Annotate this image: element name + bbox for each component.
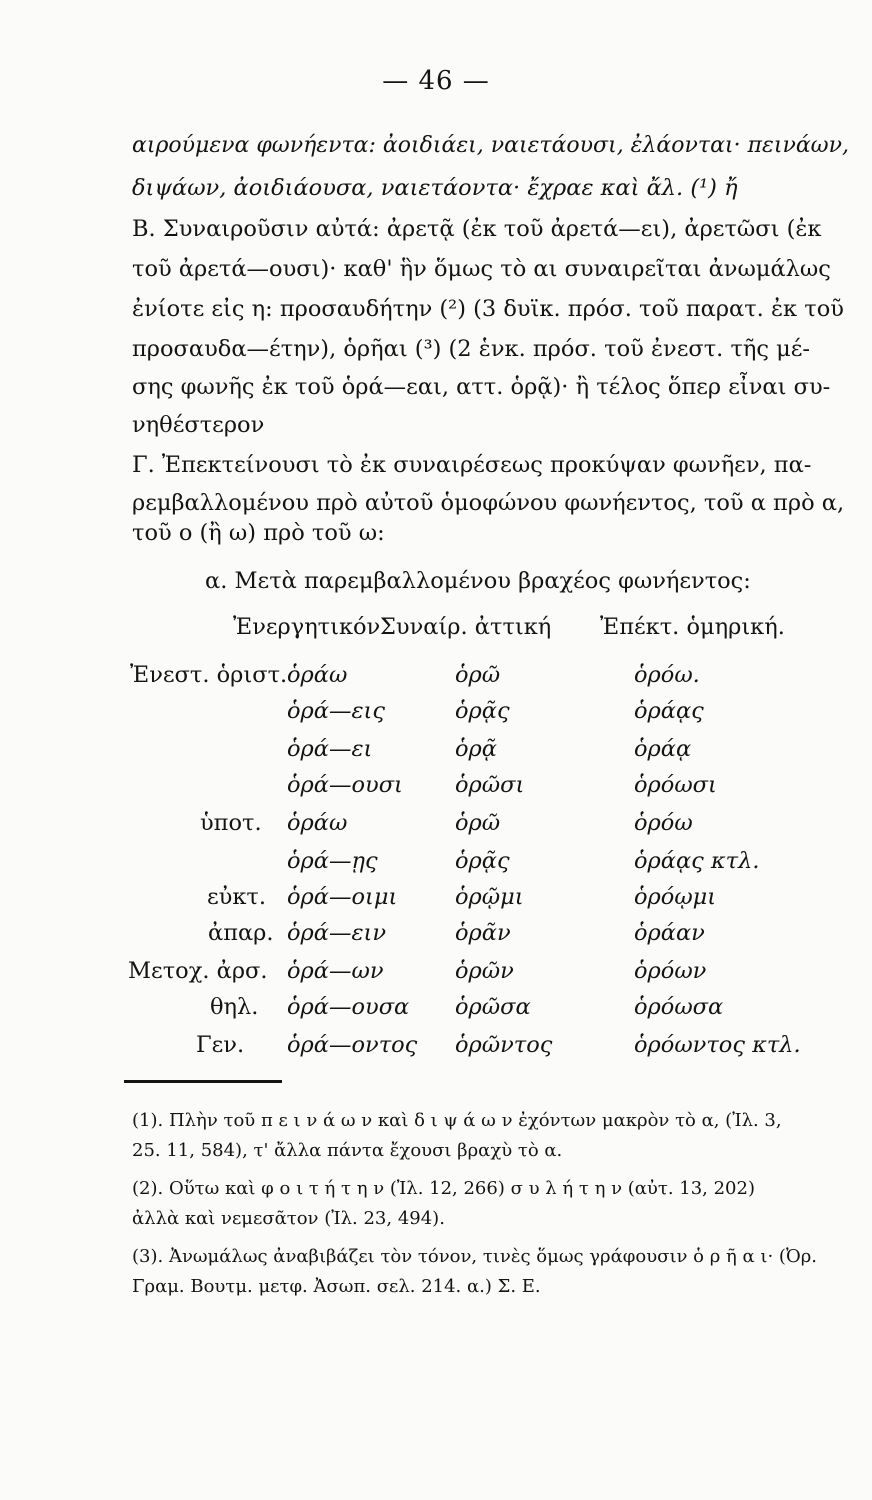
text-line: ρεμβαλλομένου πρὸ αὐτοῦ ὁμοφώνου φωνήεντος, τοῦ α πρὸ α, xyxy=(132,490,845,516)
text-line: B. Συναιροῦσιν αὐτά: ἀρετᾷ (ἐκ τοῦ ἀρετά—ει), ἀρετῶσι (ἐκ xyxy=(132,216,822,242)
footnote-rule xyxy=(124,1080,282,1083)
homeric-form: ὁρόῳμι xyxy=(634,884,717,910)
row-label: εὐκτ. xyxy=(207,884,266,910)
active-form: ὁρά—ουσα xyxy=(287,994,410,1020)
text-line: σης φωνῆς ἐκ τοῦ ὁρά—εαι, αττ. ὁρᾷ)· ἢ τέλος ὅπερ εἶναι συ- xyxy=(132,374,831,400)
footnote-line: 25. 11, 584), τ' ἄλλα πάντα ἔχουσι βραχὺ τὸ α. xyxy=(132,1140,563,1161)
row-label: ὑποτ. xyxy=(200,810,262,836)
active-form: ὁρά—οντος xyxy=(287,1032,418,1058)
active-form: ὁρά—ων xyxy=(287,958,384,984)
attic-form: ὁρῶ xyxy=(455,810,501,836)
homeric-form: ὁράᾳς κτλ. xyxy=(634,848,760,874)
attic-form: ὁρῶν xyxy=(455,958,514,984)
homeric-form: ὁρόωντος κτλ. xyxy=(634,1032,801,1058)
text-line: τοῦ ο (ἢ ω) πρὸ τοῦ ω: xyxy=(132,520,385,546)
active-form: ὁρά—οιμι xyxy=(287,884,398,910)
attic-form: ὁρᾷς xyxy=(455,848,510,874)
homeric-form: ὁρόωσα xyxy=(634,994,724,1020)
table-header: Ἐπέκτ. ὁμηρική. xyxy=(600,614,785,640)
homeric-form: ὁρόων xyxy=(634,958,707,984)
homeric-form: ὁρόω. xyxy=(634,662,700,688)
active-form: ὁρά—ειν xyxy=(287,920,387,946)
active-form: ὁρά—ουσι xyxy=(287,772,403,798)
active-form: ὁρά—εις xyxy=(287,698,385,724)
active-form: ὁράω xyxy=(287,810,348,836)
attic-form: ὁρᾶν xyxy=(455,920,511,946)
text-line: ἐνίοτε εἰς η: προσαυδήτην (²) (3 δυϊκ. πρόσ. τοῦ παρατ. ἐκ τοῦ xyxy=(132,296,844,322)
active-form: ὁρά—ει xyxy=(287,736,373,762)
text-line: προσαυδα—έτην), ὁρῆαι (³) (2 ἑνκ. πρόσ. τοῦ ἐνεστ. τῆς μέ- xyxy=(132,336,811,362)
text-line: τοῦ ἀρετά—ουσι)· καθ' ἣν ὅμως τὸ αι συναιρεῖται ἀνωμάλως xyxy=(132,256,831,282)
row-label: Μετοχ. ἀρσ. xyxy=(128,958,268,984)
table-header: Συναίρ. ἀττική xyxy=(380,614,552,640)
homeric-form: ὁράᾳς xyxy=(634,698,704,724)
homeric-form: ὁρόωσι xyxy=(634,772,717,798)
footnote-line: (2). Οὕτω καὶ φ ο ι τ ή τ η ν (Ἰλ. 12, 266) σ υ λ ή τ η ν (αὐτ. 13, 202) xyxy=(132,1178,755,1199)
page-number: — 46 — xyxy=(382,66,490,96)
footnote-line: ἀλλὰ καὶ νεμεσᾶτον (Ἰλ. 23, 494). xyxy=(132,1208,445,1229)
row-label: Γεν. xyxy=(196,1032,245,1058)
table-header: Ἐνεργητικόν xyxy=(233,614,381,640)
active-form: ὁράω xyxy=(287,662,348,688)
footnote-line: (1). Πλὴν τοῦ π ε ι ν ά ω ν καὶ δ ι ψ ά ω ν ἐχόντων μακρὸν τὸ α, (Ἰλ. 3, xyxy=(132,1110,782,1131)
homeric-form: ὁρόω xyxy=(634,810,693,836)
text-line: Γ. Ἐπεκτείνουσι τὸ ἐκ συναιρέσεως προκύψαν φωνῆεν, πα- xyxy=(132,452,812,478)
attic-form: ὁρῷμι xyxy=(455,884,524,910)
attic-form: ὁρᾷ xyxy=(455,736,497,762)
attic-form: ὁρῶσι xyxy=(455,772,525,798)
text-line: διψάων, ἀοιδιάουσα, ναιετάοντα· ἔχραε καὶ ἄλ. (¹) ἤ xyxy=(132,175,738,201)
attic-form: ὁρῶντος xyxy=(455,1032,553,1058)
homeric-form: ὁράᾳ xyxy=(634,736,692,762)
attic-form: ὁρᾷς xyxy=(455,698,510,724)
footnote-line: (3). Ἀνωμάλως ἀναβιβάζει τὸν τόνον, τινὲς ὅμως γράφουσιν ὁ ρ ῆ α ι· (Ὀρ. xyxy=(132,1246,818,1267)
row-label: Ἐνεστ. ὁριστ. xyxy=(130,662,288,688)
text-line: αιρούμενα φωνήεντα: ἀοιδιάει, ναιετάουσι, ἐλάονται· πεινάων, xyxy=(132,133,849,158)
attic-form: ὁρῶ xyxy=(455,662,501,688)
subheading: α. Μετὰ παρεμβαλλομένου βραχέος φωνήεντος: xyxy=(205,568,751,594)
homeric-form: ὁράαν xyxy=(634,920,705,946)
active-form: ὁρά—ῃς xyxy=(287,848,378,874)
row-label: θηλ. xyxy=(210,994,259,1020)
attic-form: ὁρῶσα xyxy=(455,994,531,1020)
row-label: ἀπαρ. xyxy=(208,920,274,946)
text-line: νηθέστερον xyxy=(132,412,265,438)
footnote-line: Γραμ. Βουτμ. μετφ. Ἀσωπ. σελ. 214. α.) Σ. Ε. xyxy=(132,1276,541,1297)
